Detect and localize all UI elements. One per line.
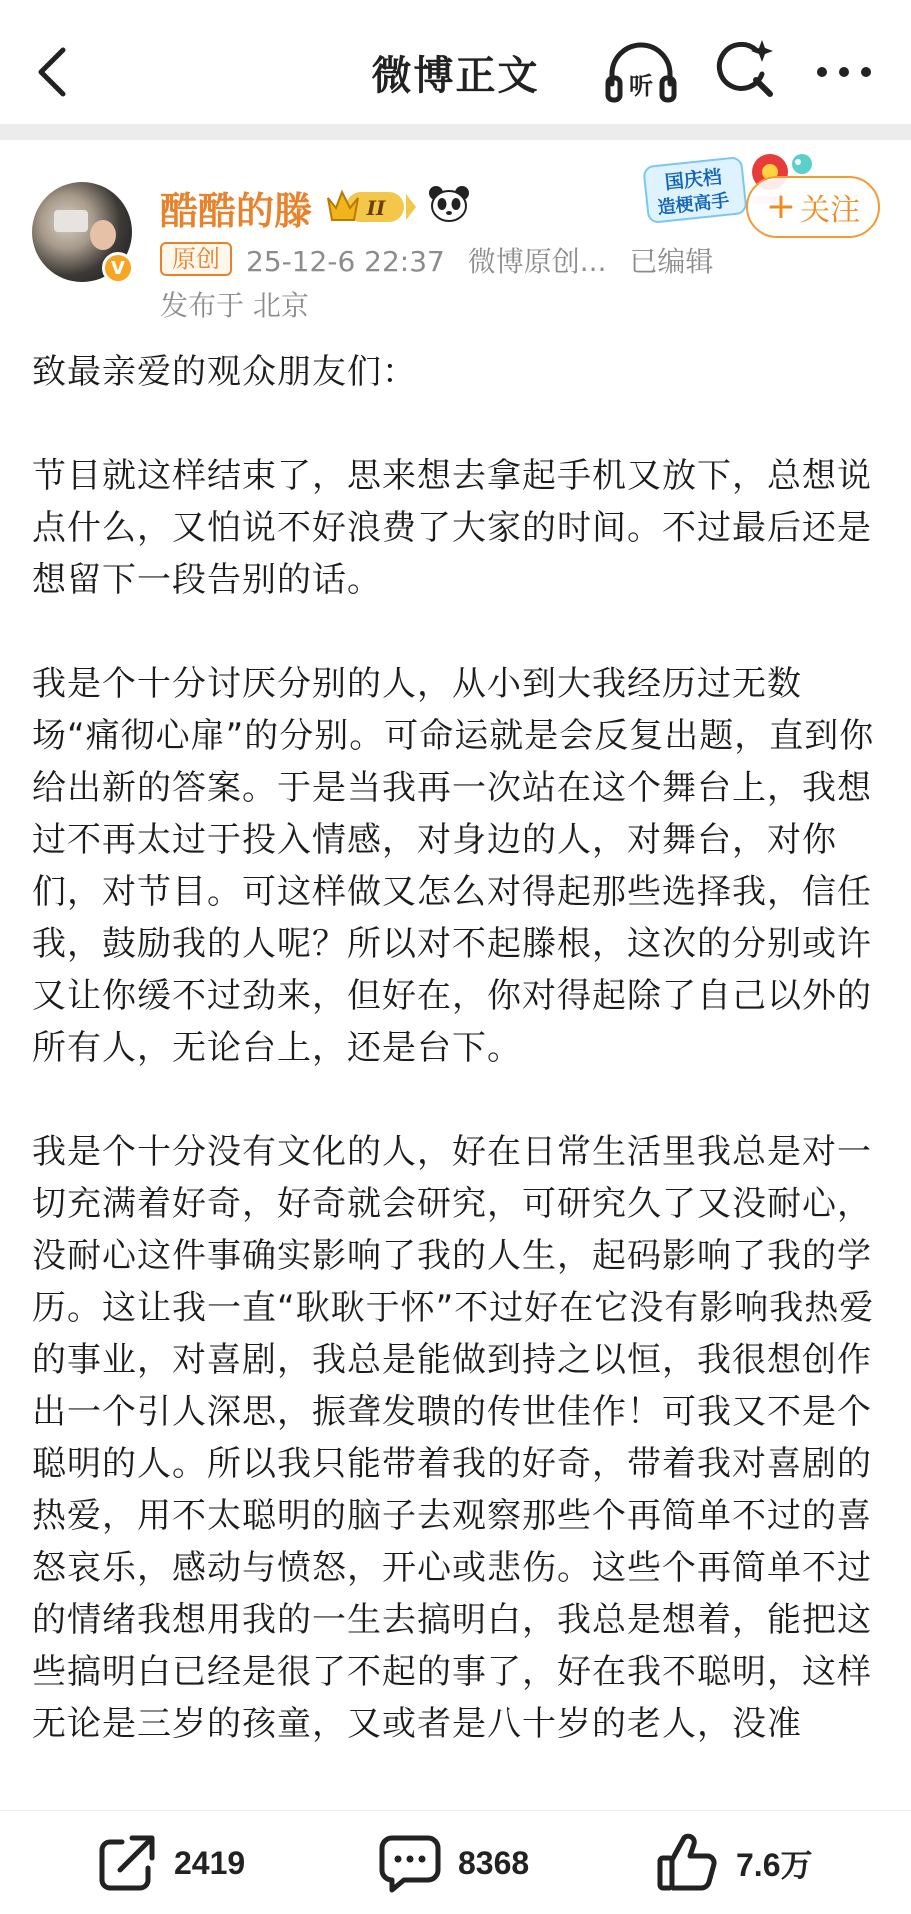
like-count: 7.6万 bbox=[736, 1847, 813, 1883]
crown-level: II bbox=[366, 196, 386, 220]
comment-count: 8368 bbox=[458, 1844, 530, 1881]
post-timestamp: 25-12-6 22:37 bbox=[246, 245, 445, 278]
content-fade bbox=[0, 1776, 911, 1814]
plus-icon: + bbox=[765, 186, 797, 227]
member-crown-icon[interactable] bbox=[324, 184, 420, 228]
avatar-detail bbox=[54, 210, 88, 232]
post-content bbox=[32, 346, 882, 1808]
share-count: 2419 bbox=[174, 1844, 246, 1881]
promo-line1: 国庆档 bbox=[663, 166, 723, 194]
search-button[interactable] bbox=[712, 36, 778, 102]
action-bar bbox=[0, 1810, 911, 1914]
post-paragraph: 我是个十分没有文化的人，好在日常生活里我总是对一切充满着好奇，好奇就会研究，可研究久了又没耐心，没耐心这件事确实影响了我的人生，起码影响了我的学历。这让我一直“耿耿于怀”不过好在它没有影响我热爱的事业，对喜剧，我总是能做到持之以恒，我很想创作出一个引人深思，振聋发聩的传世佳作！可我又不是个聪明的人。所以我只能带着我的好奇，带着我对喜剧的热爱，用不太聪明的脑子去观察那些个再简单不过的喜怒哀乐，感动与愤怒，开心或悲伤。这些个再简单不过的情绪我想用我的一生去搞明白，我总是想着，能把这些搞明白已经是很了不起的事了，好在我不聪明，这样无论是三岁的孩童，又或者是八十岁的老人，没准 bbox=[32, 1132, 875, 1744]
follow-label: 关注 bbox=[800, 193, 861, 228]
comment-button[interactable] bbox=[378, 1831, 529, 1895]
original-badge: 原创 bbox=[160, 242, 232, 276]
more-options-button[interactable] bbox=[812, 44, 876, 100]
verified-badge-icon: V bbox=[102, 252, 134, 284]
listen-button[interactable] bbox=[604, 40, 678, 104]
top-bar bbox=[0, 0, 911, 124]
page-title: 微博正文 bbox=[371, 53, 540, 99]
share-icon bbox=[96, 1832, 158, 1894]
promo-line2: 造梗高手 bbox=[656, 190, 731, 219]
header-divider bbox=[0, 124, 911, 140]
post-meta bbox=[246, 240, 727, 280]
avatar-detail bbox=[90, 220, 116, 250]
search-sparkle-icon bbox=[712, 36, 778, 102]
share-button[interactable] bbox=[96, 1831, 245, 1895]
post-location: 发布于 北京 bbox=[160, 289, 309, 322]
headphones-icon bbox=[604, 40, 678, 104]
post-paragraph: 节目就这样结束了，思来想去拿起手机又放下，总想说点什么，又怕说不好浪费了大家的时间。不过最后还是想留下一段告别的话。 bbox=[32, 456, 872, 600]
post-source[interactable]: 微博原创... bbox=[467, 245, 607, 278]
post-paragraph: 致最亲爱的观众朋友们： bbox=[32, 352, 417, 392]
post-paragraph: 我是个十分讨厌分别的人，从小到大我经历过无数场“痛彻心扉”的分别。可命运就是会反复出题，直到你给出新的答案。于是当我再一次站在这个舞台上，我想过不再太过于投入情感，对身边的人，对舞台，对你们，对节目。可这样做又怎么对得起那些选择我，信任我，鼓励我的人呢？所以对不起滕根，这次的分别或许又让你缓不过劲来，但好在，你对得起除了自己以外的所有人，无论台上，还是台下。 bbox=[32, 664, 875, 1068]
like-button[interactable] bbox=[656, 1831, 813, 1895]
author-avatar[interactable] bbox=[32, 182, 132, 282]
more-dots-icon bbox=[812, 44, 876, 100]
listen-label: 听 bbox=[629, 72, 653, 100]
edited-label[interactable]: 已编辑 bbox=[629, 245, 714, 278]
follow-button[interactable] bbox=[746, 176, 880, 238]
panda-icon bbox=[428, 184, 470, 224]
author-name[interactable]: 酷酷的滕 bbox=[160, 189, 313, 233]
comment-icon bbox=[378, 1832, 442, 1894]
thumbs-up-icon bbox=[656, 1832, 720, 1894]
